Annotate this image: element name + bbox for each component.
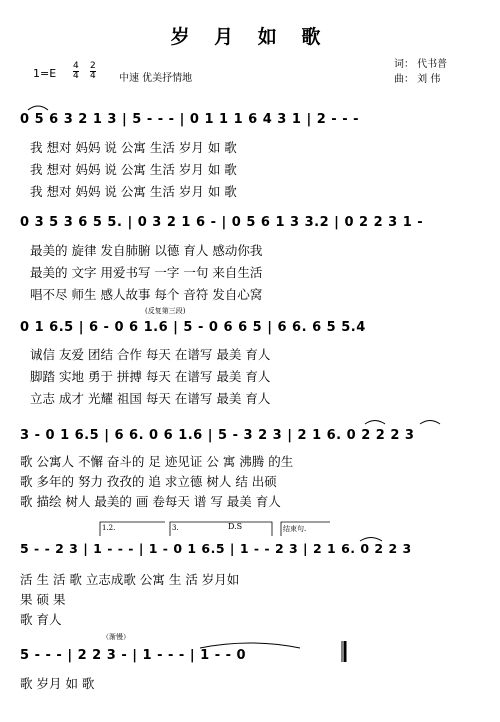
segno-repeat-note: (反复第三段) (145, 307, 186, 315)
key-signature: 1=E (33, 67, 57, 80)
system-5-lyric-2: 果 硕 果 (20, 592, 66, 607)
system-1-lyric-1: 我 想对 妈妈 说 公寓 生活 岁月 如 歌 (30, 140, 237, 155)
ds-mark: D.S (228, 522, 243, 531)
volta-1-2: 1.2. (102, 524, 116, 532)
system-3-lyric-3: 立志 成才 光耀 祖国 每天 在谱写 最美 育人 (30, 391, 271, 406)
system-3-lyric-1: 诚信 友爱 团结 合作 每天 在谱写 最美 育人 (30, 347, 271, 362)
system-3-notes: 0 1 6.5 | 6 - 0 6 1.6 | 5 - 0 6 6 5 | 6 6. 6 5 5.4 (20, 320, 366, 335)
system-4-notes: 3 - 0 1 6.5 | 6 6. 0 6 1.6 | 5 - 3 2 3 | 2 1 6. 0 2 2 2 3 (20, 428, 415, 443)
composer-credit: 曲： 刘 伟 (394, 74, 441, 85)
ending-mark: 结束句. (283, 525, 307, 533)
ritardando-mark: （渐慢） (102, 633, 130, 641)
system-4-lyric-1: 歌 公寓人 不懈 奋斗的 足 迹见证 公 寓 沸腾 的生 (20, 454, 294, 469)
system-2-lyric-2: 最美的 文字 用爱书写 一字 一句 来自生活 (30, 265, 263, 280)
system-2-notes: 0 3 5 3 6 5 5. | 0 3 2 1 6 - | 0 5 6 1 3 3.2 | 0 2 2 3 1 - (20, 215, 424, 230)
system-5-notes: 5 - - 2 3 | 1 - - - | 1 - 0 1 6.5 | 1 - - 2 3 | 2 1 6. 0 2 2 3 (20, 541, 412, 556)
system-5-lyric-3: 歌 育人 (20, 612, 62, 627)
system-4-lyric-2: 歌 多年的 努力 孜孜的 追 求立德 树人 结 出硕 (20, 474, 277, 489)
system-1-notes: 0 5 6 3 2 1 3 | 5 - - - | 0 1 1 1 6 4 3 1 | 2 - - - (20, 112, 360, 127)
system-5-lyric-1: 活 生 活 歌 立志成歌 公寓 生 活 岁月如 (20, 572, 240, 587)
system-1-lyric-3: 我 想对 妈妈 说 公寓 生活 岁月 如 歌 (30, 184, 237, 199)
system-2-lyric-1: 最美的 旋律 发自肺腑 以德 育人 感动你我 (30, 243, 263, 258)
volta-3: 3. (172, 524, 179, 532)
system-1-lyric-2: 我 想对 妈妈 说 公寓 生活 岁月 如 歌 (30, 162, 237, 177)
system-6-notes: 5 - - - | 2 2 3 - | 1 - - - | 1 - - 0 (20, 648, 247, 663)
lyricist-credit: 词： 代书普 (394, 59, 448, 70)
system-4-lyric-3: 歌 描绘 树人 最美的 画 卷每天 谱 写 最美 育人 (20, 494, 281, 509)
song-title: 岁 月 如 歌 (170, 26, 330, 48)
time-signature-24: 2 4 (90, 61, 96, 81)
system-3-lyric-2: 脚踏 实地 勇于 拼搏 每天 在谱写 最美 育人 (30, 369, 271, 384)
system-2-lyric-3: 唱不尽 师生 感人故事 每个 音符 发自心窝 (30, 287, 263, 302)
system-6-lyric-1: 歌 岁月 如 歌 (20, 676, 95, 691)
tempo-marking: 中速 优美抒情地 (119, 73, 193, 84)
time-signature-44: 4 4 (73, 61, 79, 81)
